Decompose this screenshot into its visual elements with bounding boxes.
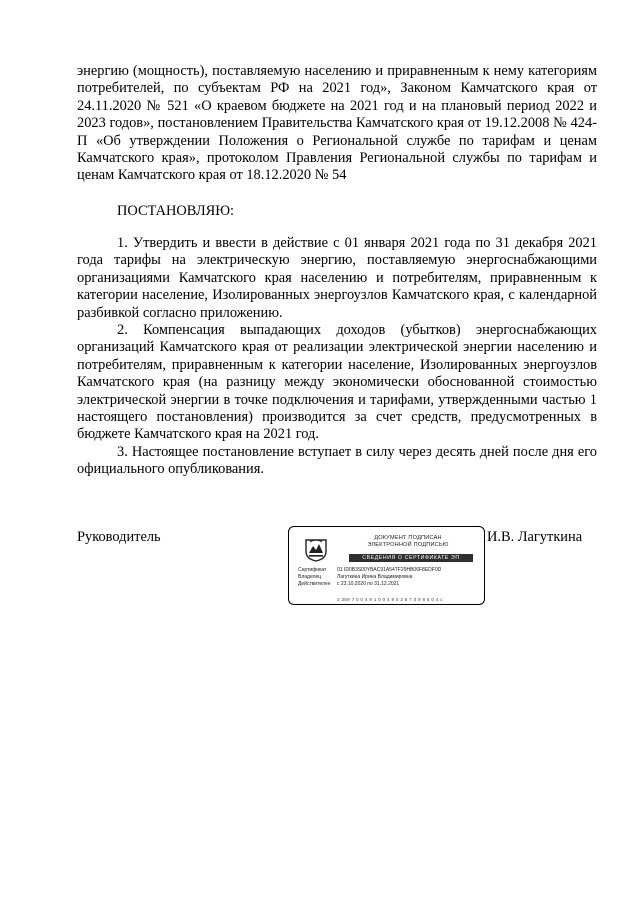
stamp-certificate-header: СВЕДЕНИЯ О СЕРТИФИКАТЕ ЭП [349,554,473,562]
stamp-row [298,567,480,574]
resolution-item-2: 2. Компенсация выпадающих доходов (убытков) энергоснабжающих организаций Камчатского края от реализации электрической энергии населению и потребителям, приравненным к категории население, Изолированных энергоузлов Камчатского края (на разницу между экономически обоснованной стоимостью электрической энергии в точке подключения и тарифами, утвержденными частью 1 настоящего постановления) производится за счет средств, предусмотренных в бюджете Камчатского края на 2021 год. [77,322,597,443]
signatory-role: Руководитель [77,529,161,545]
stamp-row-key: Владелец [298,574,322,580]
stamp-title-line-1: ДОКУМЕНТ ПОДПИСАН [374,535,442,541]
stamp-row [298,581,480,588]
stamp-row-value: Лагуткина Ирина Владимировна [337,574,413,580]
stamp-row-key: Действителен [298,581,331,587]
resolution-item-1: 1. Утвердить и ввести в действие с 01 января 2021 года по 31 декабря 2021 года тарифы на электрическую энергию, поставляемую энергоснабжающими организациями Камчатского края населению и потребителям, приравненным к категории население, Изолированных энергоузлов Камчатского края, с календарной разбивкой согласно приложению. [77,235,597,321]
intro-paragraph: энергию (мощность), поставляемую населению и приравненным к нему категориям потребителей, по субъектам РФ на 2021 год», Законом Камчатского края от 24.11.2020 № 521 «О краевом бюджете на 2021 год и на плановый период 2022 и 2023 годов», постановлением Правительства Камчатского края от 19.12.2008 № 424-П «Об утверждении Положения о Региональной службе по тарифам и ценам Камчатского края», протоколом Правления Региональной службы по тарифам и ценам Камчатского края от 18.12.2020 № 54 [77,63,597,184]
resolution-items [77,235,597,479]
stamp-footer-code: 2 359 7 0 0 4 9 1 0 0 4 8 0 2 5 7 0 9 8 5 0 4 с [337,597,443,602]
stamp-title-line-2: ЭЛЕКТРОННОЙ ПОДПИСЬЮ [367,542,449,548]
electronic-signature-stamp [288,526,485,605]
stamp-row-value: с 23.10.2020 по 31.12.2021 [337,581,400,587]
stamp-row-value: 01 ID0B3S00YBAC91A54TF29HB06F8EDF0D [337,567,442,573]
stamp-details [298,567,480,588]
coat-of-arms-icon [304,536,328,562]
resolve-heading: ПОСТАНОВЛЯЮ: [117,203,235,219]
stamp-row [298,574,480,581]
stamp-title [343,535,473,549]
resolution-item-3: 3. Настоящее постановление вступает в силу через десять дней после дня его официального опубликования. [77,443,597,478]
stamp-row-key: Сертификат [298,567,327,573]
signatory-name: И.В. Лагуткина [487,529,583,545]
